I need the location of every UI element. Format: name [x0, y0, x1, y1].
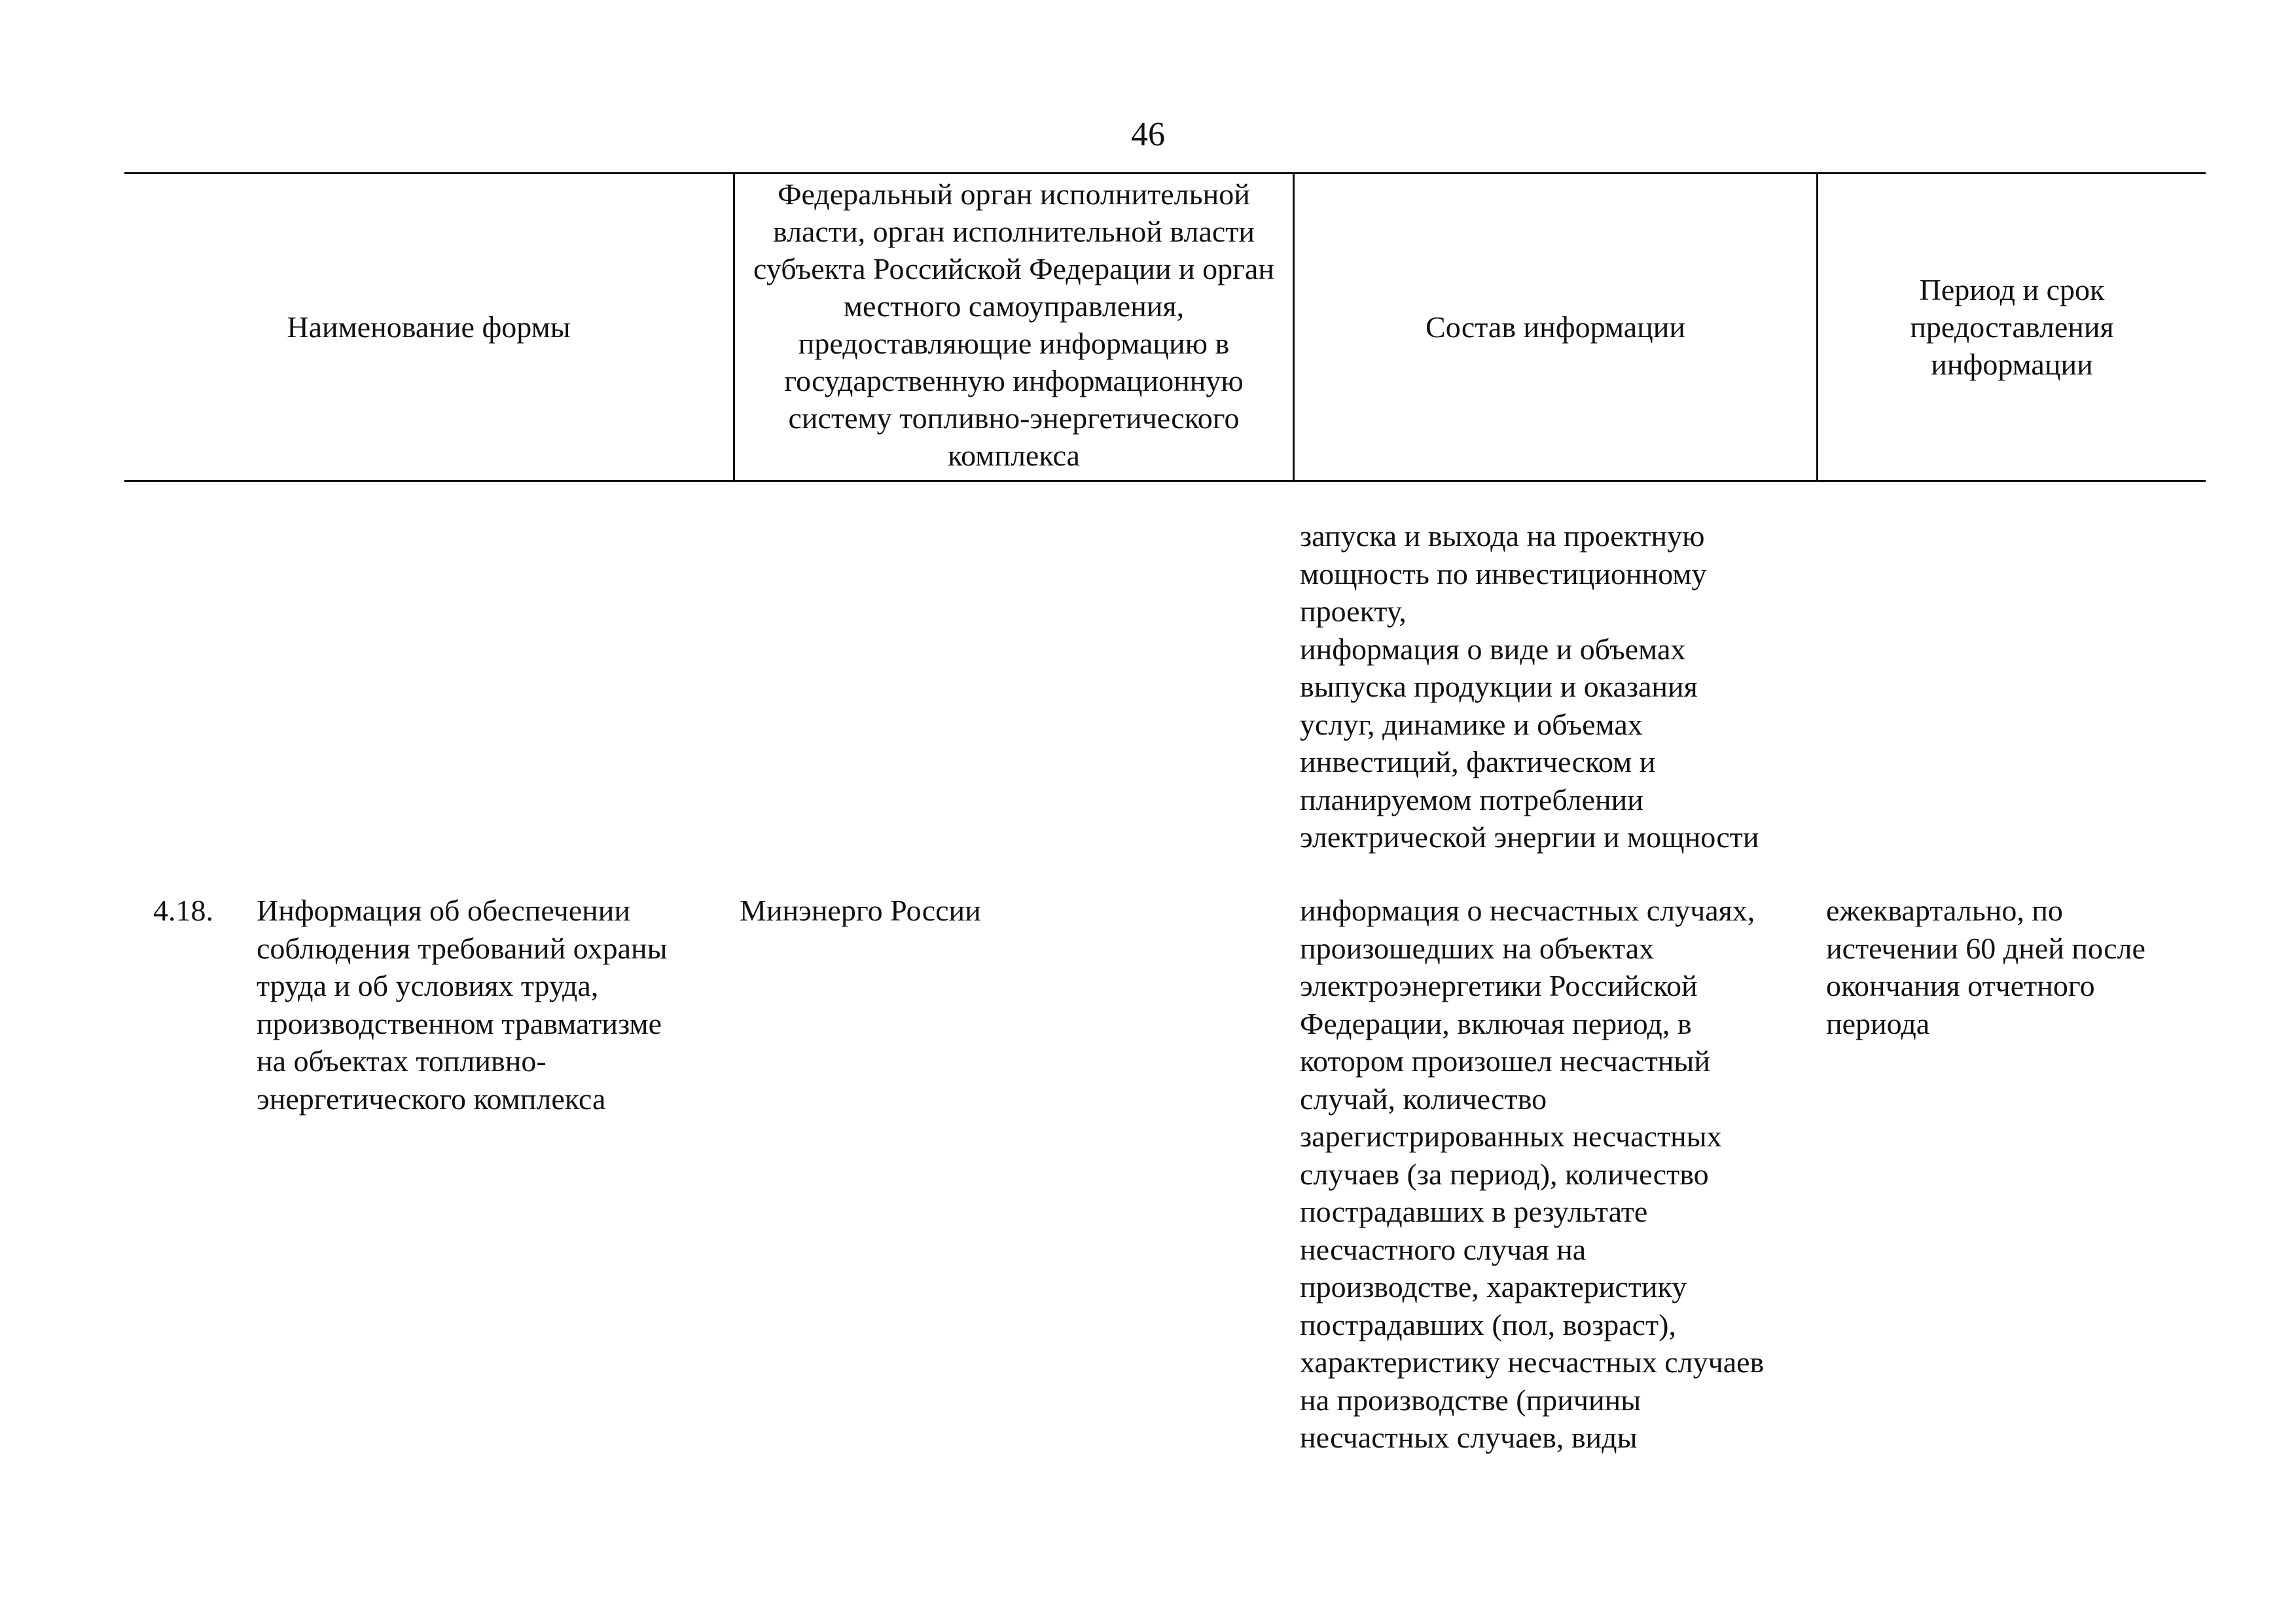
- page-number: 46: [1131, 116, 1165, 153]
- row-number: 4.18.: [153, 894, 213, 927]
- row-info-composition: информация о несчастных случаях, произошедших на объектах электроэнергетики Российской Федерации, включая период, в котором произошел несчастный случай, количество зарегистрированных несчастных случаев (за период), количество пострадавших в результате несчастного случая на производстве, характеристику пострадавших (пол, возраст), характеристику несчастных случаев на производстве (причины несчастных случаев, виды: [1300, 894, 1765, 1454]
- row-form-name: Информация об обеспечении соблюдения требований охраны труда и об условиях труда, производственном травматизме на объектах топливно- энергетического комплекса: [257, 894, 668, 1116]
- row-period: ежеквартально, по истечении 60 дней после окончания отчетного периода: [1826, 894, 2145, 1040]
- continuation-info-text: запуска и выхода на проектную мощность по инвестиционному проекту, информация о виде и объемах выпуска продукции и оказания услуг, динамике и объемах инвестиций, фактическом и планируемом потреблении электрической энергии и мощности: [1300, 519, 1759, 854]
- header-period: Период и срок предоставления информации: [1816, 174, 2206, 480]
- row-authority: Минэнерго России: [740, 894, 981, 927]
- header-info-composition: Состав информации: [1293, 174, 1816, 480]
- table-header: [124, 172, 2206, 482]
- header-authority: Федеральный орган исполнительной власти, орган исполнительной власти субъекта Российской Федерации и орган местного самоуправления, предоставляющие информацию в государственную информационную систему топливно-энергетического комплекса: [733, 174, 1293, 480]
- header-form-name: Наименование формы: [287, 310, 571, 344]
